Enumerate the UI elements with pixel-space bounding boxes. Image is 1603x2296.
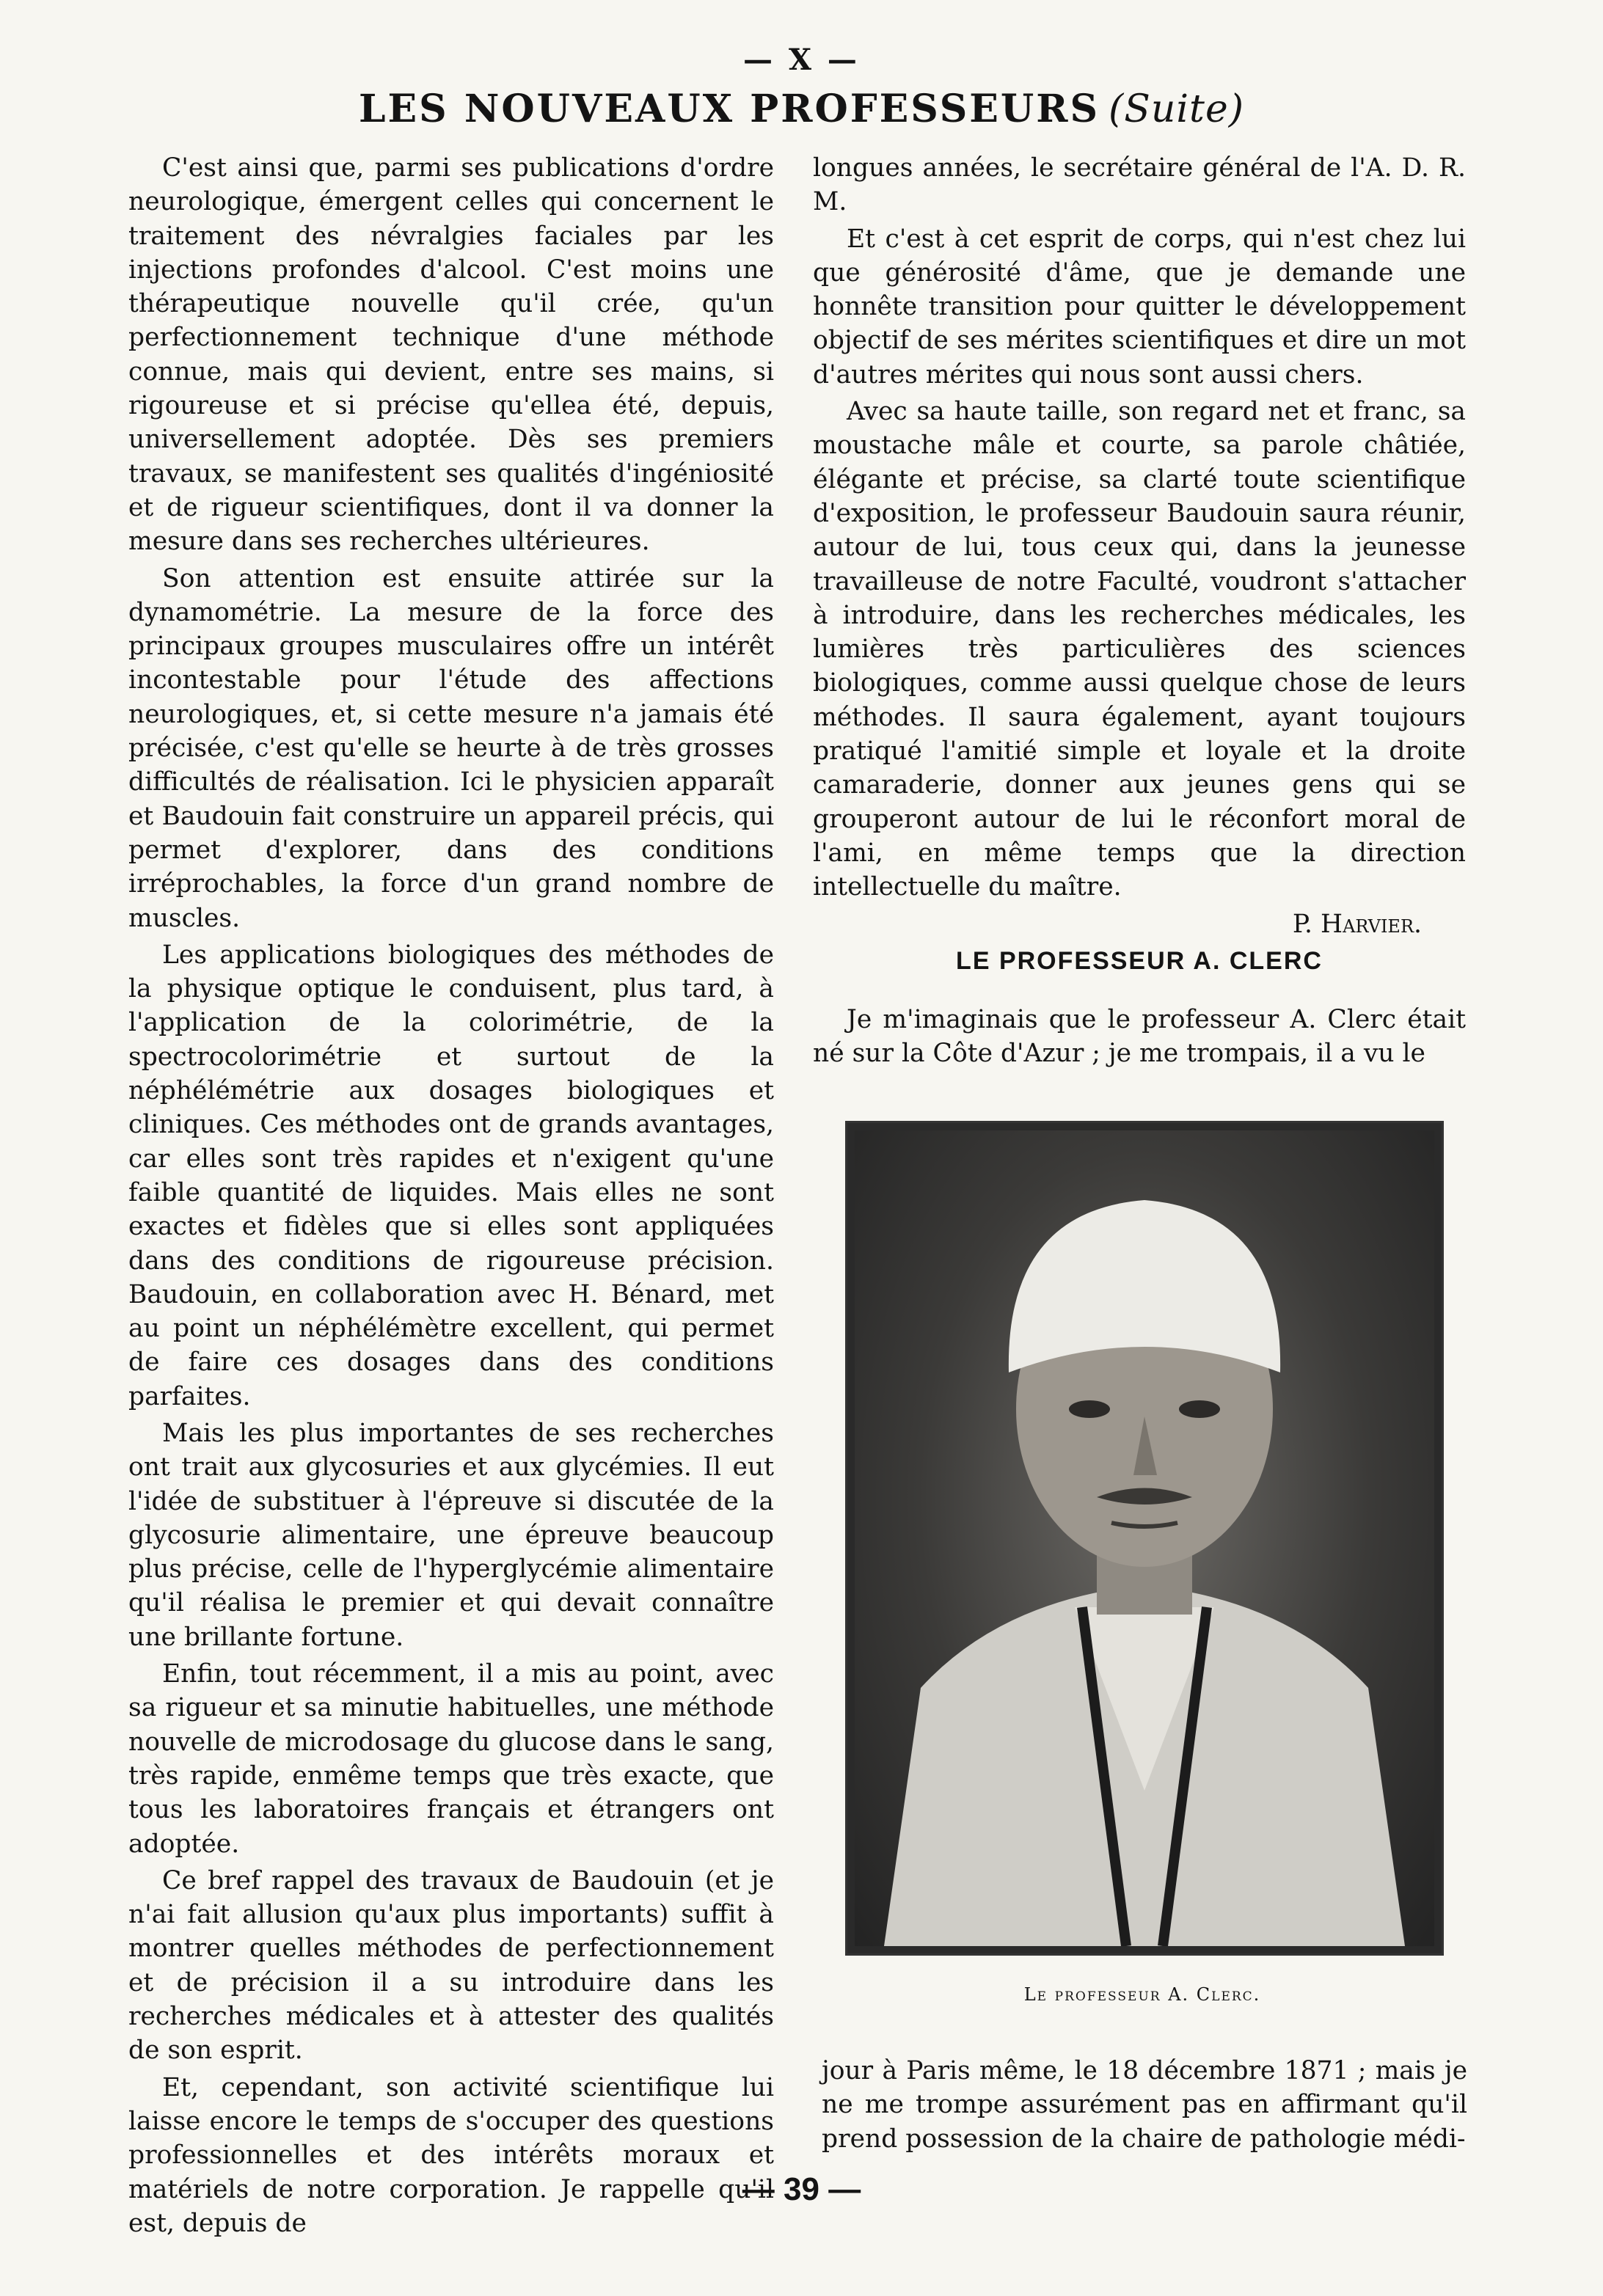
- paragraph: Ce bref rappel des travaux de Baudouin (et je n'ai fait allusion qu'aux plus importants) suffit à montrer quelles méthodes de perfectionnement et de précision il a su introduire dans les recherches médicales et à attester des qualités de son esprit.: [128, 1865, 774, 2066]
- paragraph: Je m'imaginais que le professeur A. Clerc était né sur la Côte d'Azur ; je me trompais, il a vu le: [813, 1005, 1466, 1069]
- paragraph: Mais les plus importantes de ses recherches ont trait aux glycosuries et aux glycémies. Il eut l'idée de substituer à l'épreuve si discutée de la glycosurie alimentaire, une épreuve beaucoup plus précise, celle de l'hyperglycémie alimentaire qu'il réalisa le premier et qui devait connaître une brillante fortune.: [128, 1418, 774, 1652]
- roman-page-number: — X —: [743, 43, 860, 77]
- right-column-bottom: [822, 2054, 1467, 2156]
- paragraph: Avec sa haute taille, son regard net et franc, sa moustache mâle et courte, sa parole châtiée, élégante et précise, sa clarté toute scientifique d'exposition, le professeur Baudouin saura réunir, autour de lui, tous ceux qui, dans la jeunesse travailleuse de notre Faculté, voudront s'attacher à introduire, dans les recherches médicales, les lumières très particulières des sciences biologiques, comme aussi quelque chose de leurs méthodes. Il saura également, ayant toujours pratiqué l'amitié simple et loyale et la droite camaraderie, donner aux jeunes gens qui se grouperont autour de lui le réconfort moral de l'ami, en même temps que la direction intellectuelle du maître.: [813, 397, 1466, 902]
- paragraph: Enfin, tout récemment, il a mis au point, avec sa rigueur et sa minutie habituelles, une méthode nouvelle de microdosage du glucose dans le sang, très rapide, enmême temps que très exacte, que tous les laboratoires français et étrangers ont adoptée.: [128, 1659, 774, 1859]
- paragraph: Et, cependant, son activité scientifique lui laisse encore le temps de s'occuper des questions professionnelles et des intérêts moraux et matériels de notre corporation. Je rappelle qu'il est, depuis de: [128, 2072, 774, 2238]
- photo-caption: Le professeur A. Clerc.: [1023, 1984, 1261, 2005]
- page-number: — 39 —: [742, 2171, 861, 2207]
- paragraph-continuation: longues années, le secrétaire général de l'A. D. R. M.: [813, 153, 1466, 217]
- left-column: [128, 151, 774, 2243]
- paragraph: C'est ainsi que, parmi ses publications d'ordre neurologique, émergent celles qui concernent le traitement des névralgies faciales par les injections profondes d'alcool. C'est moins une thérapeutique nouvelle qu'il crée, qu'un perfectionnement technique d'une méthode connue, mais qui devient, entre ses mains, si rigoureuse et si précise qu'ellea été, depuis, universellement adoptée. Dès ses premiers travaux, se manifestent ses qualités d'ingéniosité et de rigueur scientifiques, dont il va donner la mesure dans ses recherches ultérieures.: [128, 153, 774, 557]
- paragraph: Son attention est ensuite attirée sur la dynamométrie. La mesure de la force des principaux groupes musculaires offre un intérêt incontestable pour l'étude des affections neurologiques, et, si cette mesure n'a jamais été précisée, c'est qu'elle se heurte à de très grosses difficultés de réalisation. Ici le physicien apparaît et Baudouin fait construire un appareil précis, qui permet d'explorer, dans des conditions irréprochables, la force d'un grand nombre de muscles.: [128, 563, 774, 933]
- title-suite: (Suite): [1109, 87, 1245, 131]
- portrait-image: [855, 1130, 1434, 1946]
- paragraph: Et c'est à cet esprit de corps, qui n'est chez lui que générosité d'âme, que je demande une honnête transition pour quitter le développement objectif de ses mérites scientifiques et dire un mot d'autres mérites qui nous sont aussi chers.: [813, 224, 1466, 390]
- author-signature: P. Harvier.: [1292, 909, 1422, 939]
- portrait-photo: [845, 1121, 1444, 1956]
- page-title: [0, 87, 1603, 131]
- title-text: LES NOUVEAUX PROFESSEURS: [358, 87, 1100, 131]
- paragraph: Les applications biologiques des méthodes de la physique optique le conduisent, plus tard, à l'application de la colorimétrie, de la spectrocolorimétrie et surtout de la néphélémétrie aux dosages biologiques et cliniques. Ces méthodes ont de grands avantages, car elles sont très rapides et n'exigent qu'une faible quantité de liquides. Mais elles ne sont exactes et fidèles que si elles sont appliquées dans des conditions de rigoureuse précision. Baudouin, en collaboration avec H. Bénard, met au point un néphélémètre excellent, qui permet de faire ces dosages dans des conditions parfaites.: [128, 940, 774, 1411]
- right-column: [813, 151, 1466, 1074]
- paragraph: jour à Paris même, le 18 décembre 1871 ; mais je ne me trompe assurément pas en affirmant qu'il prend possession de la chaire de pathologie médi-: [822, 2056, 1467, 2154]
- section-title: LE PROFESSEUR A. CLERC: [956, 946, 1323, 975]
- portrait-illustration: [855, 1130, 1434, 1946]
